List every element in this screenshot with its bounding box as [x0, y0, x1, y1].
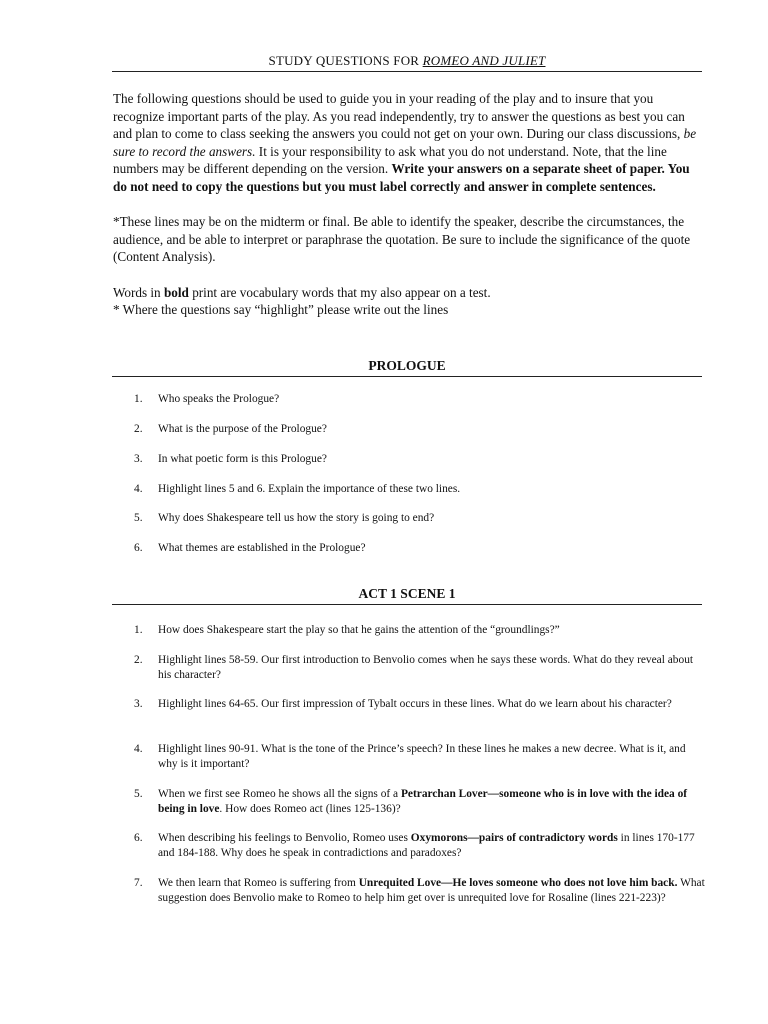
- question-text: Highlight lines 58-59. Our first introduction to Benvolio comes when he says these words. What do they reveal about his character?: [158, 654, 694, 681]
- question-number: 6.: [134, 542, 143, 554]
- question-text: Highlight lines 90-91. What is the tone of the Prince’s speech? In these lines he makes a new decree. What is it, and why is it important?: [158, 743, 686, 770]
- question-text-b: . How does Romeo act (lines 125-136)?: [219, 802, 401, 815]
- question-number: 3.: [134, 453, 143, 465]
- title-play-name: ROMEO AND JULIET: [422, 53, 546, 68]
- question-text: [158, 876, 706, 905]
- instructions-paragraph: [113, 90, 703, 196]
- question-number: 6.: [134, 832, 143, 844]
- act1-scene1-rule: [112, 604, 702, 605]
- question-number: 4.: [134, 743, 143, 755]
- vocab-note-a: Words in: [113, 284, 164, 300]
- instructions-block: [113, 90, 703, 336]
- prologue-heading: PROLOGUE: [368, 358, 446, 373]
- question-number: 2.: [134, 654, 143, 666]
- question-number: 1.: [134, 393, 143, 405]
- title-prefix: STUDY QUESTIONS FOR: [268, 53, 423, 68]
- question-text: What themes are established in the Prologue?: [158, 542, 366, 554]
- prologue-rule: [112, 376, 702, 377]
- question-number: 5.: [134, 512, 143, 524]
- question-text: Who speaks the Prologue?: [158, 393, 280, 405]
- vocab-term: Oxymorons—pairs of contradictory words: [410, 832, 618, 844]
- question-text: Highlight lines 64-65. Our first impression of Tybalt occurs in these lines. What do we learn about his character?: [158, 698, 672, 710]
- vocab-term: Petrarchan Lover—someone who is in love with the idea of being in love: [158, 788, 688, 815]
- question-number: 7.: [134, 877, 143, 889]
- question-text: In what poetic form is this Prologue?: [158, 453, 327, 465]
- question-number: 2.: [134, 423, 143, 435]
- question-text-b: in lines 170-177 and 184-188. Why does he speak in contradictions and paradoxes?: [158, 832, 695, 859]
- vocab-note-bold: bold: [163, 284, 189, 300]
- question-text: How does Shakespeare start the play so that he gains the attention of the “groundlings?”: [158, 624, 560, 636]
- instructions-text-a: The following questions should be used to guide you in your reading of the play and to insure that you recognize important parts of the play. As you read independently, try to answer the questions as best you can and plan to come to class seeking the answers you could not get on your own. During our class discussions,: [113, 91, 685, 142]
- question-text-a: We then learn that Romeo is suffering from: [158, 877, 359, 889]
- question-text-a: When describing his feelings to Benvolio, Romeo uses: [158, 832, 411, 844]
- question-text-a: When we first see Romeo he shows all the signs of a: [158, 788, 401, 800]
- question-text: [158, 831, 706, 860]
- vocab-note-b: print are vocabulary words that my also appear on a test.: [188, 284, 491, 300]
- question-text: Why does Shakespeare tell us how the story is going to end?: [158, 512, 435, 524]
- instructions-text-b: It is your responsibility to ask what you do not understand. Note, that the line numbers may be different depending on the version.: [113, 143, 667, 177]
- vocab-term: Unrequited Love—He loves someone who does not love him back.: [358, 877, 678, 889]
- act1-scene1-heading: ACT 1 SCENE 1: [358, 586, 456, 601]
- question-text: What is the purpose of the Prologue?: [158, 423, 327, 435]
- question-text: [158, 787, 706, 816]
- question-text: Highlight lines 5 and 6. Explain the importance of these two lines.: [158, 483, 461, 495]
- question-number: 1.: [134, 624, 143, 636]
- question-number: 3.: [134, 698, 143, 710]
- question-number: 5.: [134, 788, 143, 800]
- document-title: [112, 53, 702, 69]
- title-underline-rule: [112, 71, 702, 72]
- vocab-note: [113, 284, 703, 302]
- highlight-note: * Where the questions say “highlight” please write out the lines: [113, 302, 449, 318]
- instructions-emphasis: be sure to record the answers.: [113, 126, 697, 159]
- instructions-bold: Write your answers on a separate sheet of paper. You do not need to copy the questions but you must label correctly and answer in complete sentences.: [113, 161, 690, 194]
- question-text-b: What suggestion does Benvolio make to Romeo to help him get over is unrequited love for Rosaline (lines 221-223)?: [158, 877, 705, 904]
- midterm-note: *These lines may be on the midterm or final. Be able to identify the speaker, describe the circumstances, the audience, and be able to interpret or paraphrase the quotation. Be sure to include the significance of the quote (Content Analysis).: [113, 214, 691, 265]
- question-number: 4.: [134, 483, 143, 495]
